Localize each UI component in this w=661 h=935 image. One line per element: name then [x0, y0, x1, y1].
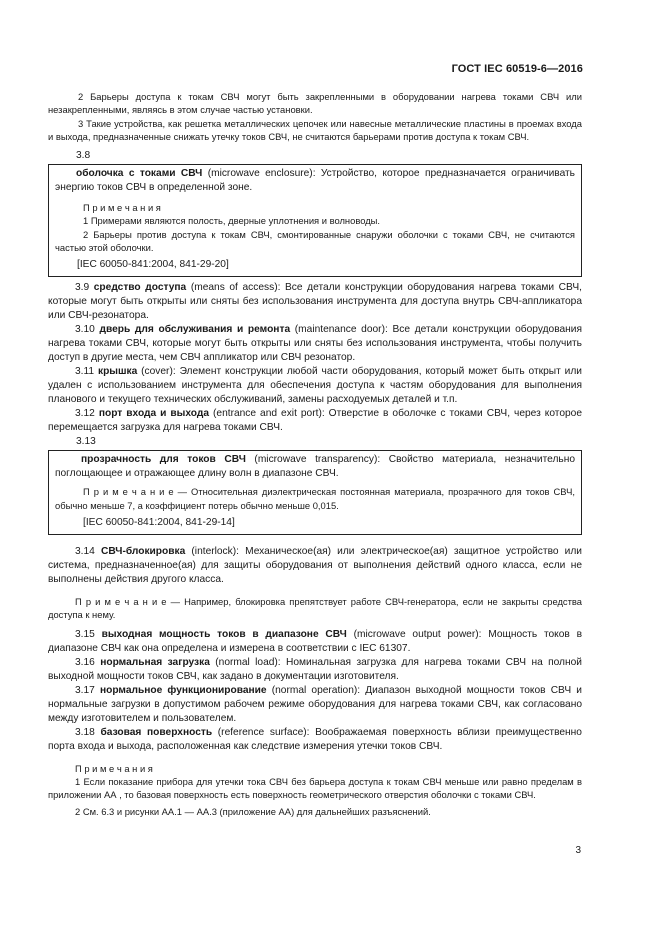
- term-3-13: [55, 453, 575, 481]
- term-3-10: [48, 323, 582, 365]
- term-3-9-number: 3.9: [75, 282, 94, 294]
- term-3-18-definition: (reference surface): Воображаемая поверхность вблизи преимущественно порта входа и выхода, расположенная как следствие измерения утечки токов СВЧ.: [48, 726, 582, 752]
- term-3-15-number: 3.15: [75, 628, 102, 640]
- term-3-14: [48, 545, 582, 587]
- term-3-12-name: порт входа и выхода: [98, 408, 210, 420]
- term-3-9-name: средство доступа: [93, 282, 187, 294]
- note-3-14-label: П р и м е ч а н и е: [75, 595, 167, 607]
- note-3-13-label: П р и м е ч а н и е: [83, 486, 174, 498]
- term-3-18-name: базовая поверхность: [100, 726, 213, 738]
- term-number-3-8: 3.8: [76, 150, 91, 162]
- term-3-16-definition: (normal load): Номинальная загрузка для нагрева токами СВЧ на полной выходной мощности токов СВЧ, как задано в документации изготовителя.: [48, 656, 582, 682]
- term-3-8: [55, 167, 575, 195]
- term-3-12: [48, 407, 582, 435]
- intro-note-2: 2 Барьеры доступа к токам СВЧ могут быть закрепленными в оборудовании нагрева токами СВЧ или незакрепленными, являясь в этом случае частью установки.: [48, 91, 582, 116]
- note-3-14-text: — Например, блокировка препятствует работе СВЧ-генератора, если не закрыты средства доступа к нему.: [48, 595, 582, 621]
- term-box-3-8: [48, 164, 582, 277]
- term-3-8-name: оболочка с токами СВЧ: [76, 168, 203, 180]
- note-3-8-1: 1 Примерами являются полость, дверные уплотнения и волноводы.: [83, 215, 381, 227]
- standard-header: ГОСТ IEC 60519-6—2016: [451, 63, 583, 75]
- term-3-17-definition: (normal operation): Диапазон выходной мощности токов СВЧ и нормальные загрузки в допустимом рабочем режиме оборудования для нагрева токами СВЧ, как согласовано между изготовителем и пользователем.: [48, 684, 583, 724]
- term-3-10-number: 3.10: [75, 324, 100, 336]
- term-3-8-definition: (microwave enclosure): Устройство, которое предназначается ограничивать энергию токов СВЧ в определенной зоне.: [55, 168, 575, 194]
- note-3-18-2: 2 См. 6.3 и рисунки АА.1 — АА.3 (приложение АА) для дальнейших разъяснений.: [75, 806, 431, 818]
- term-3-13-name: прозрачность для токов СВЧ: [81, 454, 246, 466]
- term-3-12-number: 3.12: [75, 408, 99, 420]
- page-number: 3: [575, 845, 581, 856]
- term-box-3-13: [48, 450, 582, 535]
- term-3-14-name: СВЧ-блокировка: [100, 545, 186, 557]
- term-3-13-definition: (microwave transparency): Свойство материала, незначительно поглощающее и отражающее длину волн в диапазоне СВЧ.: [55, 454, 576, 480]
- term-3-11: [48, 365, 582, 407]
- term-3-17-number: 3.17: [75, 684, 100, 696]
- term-3-16-name: нормальная загрузка: [100, 656, 210, 668]
- term-number-3-13: 3.13: [76, 436, 96, 448]
- term-3-15-name: выходная мощность токов в диапазоне СВЧ: [101, 628, 347, 640]
- page-content: [48, 90, 582, 819]
- term-3-10-name: дверь для обслуживания и ремонта: [99, 324, 291, 336]
- note-3-18-1: 1 Если показание прибора для утечки тока СВЧ без барьера доступа к токам СВЧ меньше или равно пределам в приложении АА , то базовая поверхность есть поверхность геометрического отверстия оболочки с токами СВЧ.: [48, 775, 582, 801]
- term-3-16-number: 3.16: [75, 656, 101, 668]
- term-3-18-number: 3.18: [75, 726, 101, 738]
- source-3-13: [IEC 60050-841:2004, 841-29-14]: [83, 516, 235, 528]
- term-3-17-name: нормальное функционирование: [99, 684, 267, 696]
- term-3-14-number: 3.14: [75, 545, 101, 557]
- term-3-15: [48, 628, 582, 656]
- term-3-18: [48, 726, 582, 754]
- term-3-9-definition: (means of access): Все детали конструкции оборудования нагрева токами СВЧ, которые могут быть открыты или сняты без использования инструмента для доступа внутрь СВЧ-аппликатора или СВЧ-резонатора.: [48, 282, 582, 322]
- note-3-8-2: 2 Барьеры против доступа к токам СВЧ, смонтированные снаружи оболочки с токами СВЧ, не считаются частью этой оболочки.: [55, 228, 575, 254]
- notes-heading-3-18: П р и м е ч а н и я: [75, 762, 153, 774]
- term-3-15-definition: (microwave output power): Мощность токов в диапазоне СВЧ как она определена и измерена в соответствии с IEC 61307.: [48, 628, 582, 654]
- intro-note-3: 3 Такие устройства, как решетка металлических цепочек или навесные металлические пластины в проемах входа и выхода, предназначенные снижать утечку токов СВЧ, не считаются барьерами против доступа к токам СВЧ.: [48, 117, 582, 142]
- notes-heading-3-8: П р и м е ч а н и я: [83, 202, 161, 214]
- term-3-16: [48, 656, 582, 684]
- term-3-11-number: 3.11: [75, 366, 98, 378]
- term-3-11-definition: (cover): Элемент конструкции любой части оборудования, который может быть открыт или удален с использованием инструмента для обеспечения доступа к частям оборудования для выполнения планового и текущего технических обслуживаний, замены расходуемых деталей и т.п.: [48, 366, 582, 406]
- term-3-11-name: крышка: [97, 366, 138, 378]
- term-3-10-definition: (maintenance door): Все детали конструкции оборудования нагрева токами СВЧ, которые могут быть открыты или сняты без использования инструмента, чтобы получить доступ в другие места, чем СВЧ аппликатор или СВЧ резонатор.: [48, 324, 582, 364]
- term-3-17: [48, 684, 582, 726]
- term-3-14-definition: (interlock): Механическое(ая) или электрическое(ая) защитное устройство или система, предназначенное(ая) для защиты оборудования от выполнения действий одного класса, если не выполнены действия другого класса.: [48, 545, 582, 585]
- term-3-12-definition: (entrance and exit port): Отверстие в оболочке с токами СВЧ, через которое перемещается загрузка для нагрева токами СВЧ.: [48, 408, 583, 434]
- note-3-13: [55, 485, 575, 512]
- source-3-8: [IEC 60050-841:2004, 841-29-20]: [77, 259, 229, 271]
- term-3-9: [48, 281, 582, 323]
- note-3-13-text: — Относительная диэлектрическая постоянная материала, прозрачного для токов СВЧ, обычно меньше 7, а коэффициент потерь обычно меньше 0,015.: [55, 486, 575, 511]
- note-3-14: [48, 595, 582, 622]
